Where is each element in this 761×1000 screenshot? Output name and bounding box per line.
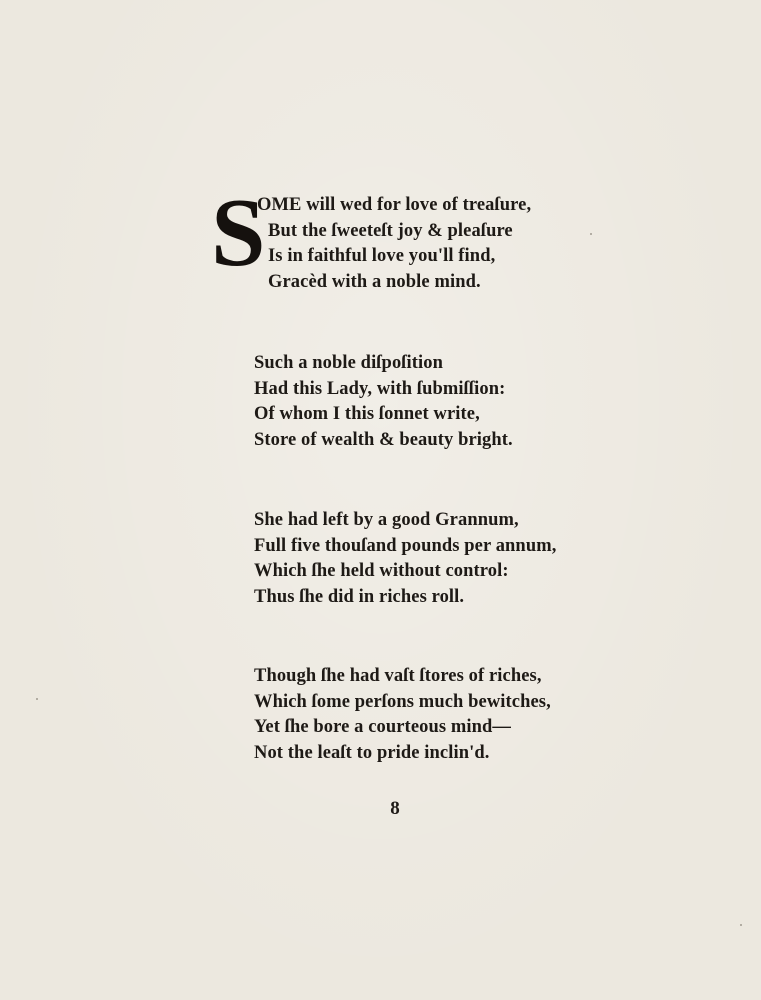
poem-line: Thus ſhe did in riches roll. xyxy=(254,586,465,607)
stanza-1-lines xyxy=(257,193,531,295)
drop-cap: S xyxy=(211,179,266,287)
poem-line: Had this Lady, with ſubmiſſion: xyxy=(254,378,506,399)
page-number: 8 xyxy=(390,798,400,819)
stanza-4 xyxy=(254,664,614,766)
poem-line: Is in faithful love you'll find, xyxy=(268,246,496,266)
poem-line: Which ſhe held without control: xyxy=(254,561,509,581)
poem-line: Such a noble diſpoſition xyxy=(254,353,444,373)
poem-line: She had left by a good Grannum, xyxy=(254,510,519,530)
poem-line: Of whom I this ſonnet write, xyxy=(254,404,480,424)
poem-line: Full five thouſand pounds per annum, xyxy=(254,535,557,556)
poem-line: Not the leaſt to pride inclin'd. xyxy=(254,742,490,763)
poem-line: Yet ſhe bore a courteous mind— xyxy=(254,717,512,737)
paper-speck xyxy=(590,233,592,235)
poem-line: But the ſweeteſt joy & pleaſure xyxy=(268,220,513,241)
poem-line: Gracèd with a noble mind. xyxy=(268,271,481,292)
poem-line: Though ſhe had vaſt ſtores of riches, xyxy=(254,666,542,686)
stanza-2 xyxy=(254,351,614,453)
paper-speck xyxy=(36,698,38,700)
poem-line: Store of wealth & beauty bright. xyxy=(254,429,513,450)
poem-line: Which ſome perſons much bewitches, xyxy=(254,691,551,712)
stanza-3 xyxy=(254,508,614,610)
poem-line: OME will wed for love of treaſure, xyxy=(257,195,532,215)
paper-speck xyxy=(740,924,742,926)
